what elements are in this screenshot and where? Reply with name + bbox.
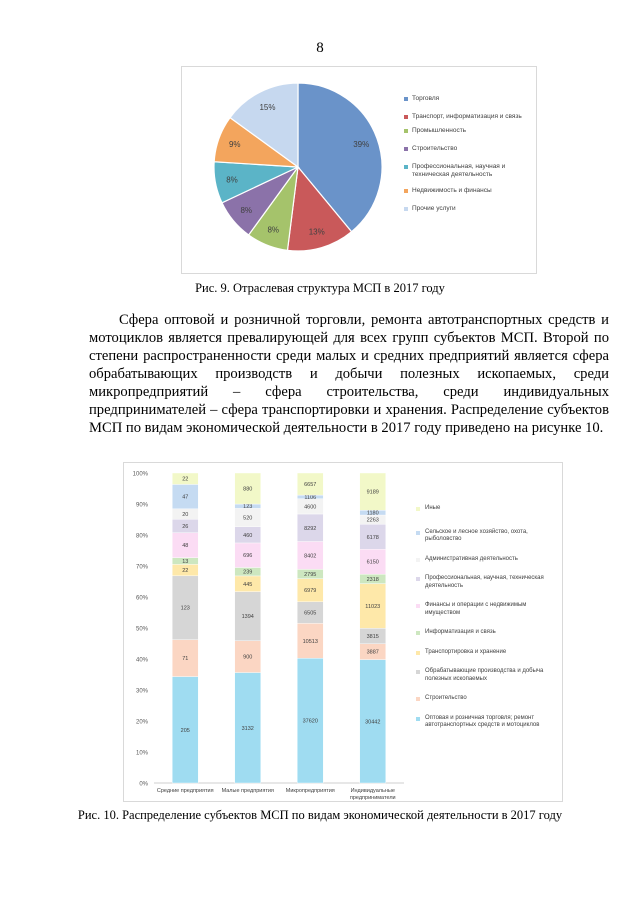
bar-segment-label: 6505 xyxy=(304,610,317,617)
pie-slice-label: 13% xyxy=(308,227,325,237)
bar-segment-label: 239 xyxy=(243,569,253,576)
pie-slice-label: 9% xyxy=(228,140,241,150)
pie-legend-label: Промышленность xyxy=(412,127,467,134)
x-tick-label: Микропредприятия xyxy=(285,788,335,794)
y-tick-label: 10% xyxy=(135,750,148,757)
bar-segment-label: 48 xyxy=(182,543,189,550)
bar-segment-label: 3132 xyxy=(241,725,254,732)
bar-segment-label: 520 xyxy=(243,515,253,522)
legend-swatch xyxy=(416,577,420,581)
bar-legend-item xyxy=(416,505,556,513)
bar-segment-label: 445 xyxy=(243,581,253,588)
bar-segment-label: 47 xyxy=(182,494,189,501)
bar-segment-label: 205 xyxy=(180,727,190,734)
bar-segment-label: 2795 xyxy=(304,572,317,579)
legend-swatch xyxy=(416,631,420,635)
bar-segment-label: 460 xyxy=(243,532,253,539)
bar-legend xyxy=(416,505,556,730)
bar-legend-item xyxy=(416,715,556,730)
pie-legend-item xyxy=(404,205,534,213)
bar-segment-label: 11023 xyxy=(365,603,381,610)
x-tick-label: Индивидуальные xyxy=(350,788,395,794)
x-tick-label: Малые предприятия xyxy=(221,788,274,794)
bar-legend-label: Обрабатывающие производства и добыча полезных ископаемых xyxy=(425,668,544,682)
bar-segment-label: 22 xyxy=(182,568,189,575)
pie-slice-label: 8% xyxy=(267,225,280,235)
legend-swatch xyxy=(416,558,420,562)
bar-segment-label: 30442 xyxy=(365,719,381,726)
legend-swatch xyxy=(416,717,420,721)
legend-swatch xyxy=(416,507,420,511)
bar-segment-label: 8292 xyxy=(304,525,317,532)
pie-legend-label: Строительство xyxy=(412,145,458,152)
pie-slice-label: 39% xyxy=(353,140,370,150)
bar-segment-label: 22 xyxy=(182,476,189,483)
y-tick-label: 100% xyxy=(132,471,148,478)
body-paragraph: Сфера оптовой и розничной торговли, ремонта автотранспортных средств и мотоциклов является превалирующей для всех групп субъектов МСП. Второй по степени распространенности среди малых и средних предприятий является сфера обрабатывающих производств и добычи полезных ископаемых, среди микропредприятий – сфера строительства, среди индивидуальных предпринимателей – сфера транспортировки и хранения. Распределение субъектов МСП по видам экономической деятельности в 2017 году приведено на рисунке 10. xyxy=(89,312,609,436)
bar-legend-label: Сельское и лесное хозяйство, охота, рыболовство xyxy=(425,528,528,542)
bar-segment-label: 6150 xyxy=(366,559,379,566)
pie-slice-label: 8% xyxy=(226,175,238,185)
y-tick-label: 80% xyxy=(135,533,148,540)
bar-legend-item xyxy=(416,529,556,544)
legend-swatch xyxy=(416,670,420,674)
legend-swatch xyxy=(404,207,408,211)
legend-swatch xyxy=(404,189,408,193)
bar-segment-label: 2263 xyxy=(366,517,379,524)
bar-segment-label: 4600 xyxy=(304,504,317,511)
y-tick-label: 50% xyxy=(135,626,148,633)
x-tick-label: предприниматели xyxy=(349,795,396,801)
bar-segment-label: 696 xyxy=(243,553,253,560)
pie-slice-label: 15% xyxy=(259,103,276,113)
bar-legend-label: Информатизация и связь xyxy=(425,629,496,635)
figure-9-caption: Рис. 9. Отраслевая структура МСП в 2017 году xyxy=(195,281,445,295)
bar-segment-label: 3887 xyxy=(366,649,379,656)
bar-segment-label: 880 xyxy=(243,486,253,493)
bar-segment-label: 900 xyxy=(243,654,253,661)
y-tick-label: 30% xyxy=(135,688,148,695)
pie-legend-item xyxy=(404,145,534,153)
legend-swatch xyxy=(404,147,408,151)
legend-swatch xyxy=(416,531,420,535)
bar-segment-label: 9189 xyxy=(366,489,379,496)
bar-segment-label: 6979 xyxy=(304,588,317,595)
bar-legend-label: Оптовая и розничная торговля; ремонт автотранспортных средств и мотоциклов xyxy=(425,714,540,728)
pie-legend-label: Прочие услуги xyxy=(412,205,456,212)
y-tick-label: 0% xyxy=(139,781,148,788)
legend-swatch xyxy=(404,129,408,133)
pie-legend-label: Транспорт, информатизация и связь xyxy=(412,113,522,120)
bar-legend-label: Административная деятельность xyxy=(425,555,518,562)
pie-chart-frame xyxy=(181,66,537,274)
bar-segment-label: 13 xyxy=(182,559,189,566)
bar-segment-label: 1180 xyxy=(366,510,379,517)
legend-swatch xyxy=(404,165,408,169)
bar-legend-label: Профессиональная, научная, техническая деятельность xyxy=(425,575,544,589)
legend-swatch xyxy=(404,115,408,119)
bar-legend-label: Иные xyxy=(425,505,441,511)
bar-segment-label: 6657 xyxy=(304,482,317,489)
x-tick-label: Средние предприятия xyxy=(156,788,214,794)
bar-legend-label: Финансы и операции с недвижимым имуществом xyxy=(425,602,527,616)
bar-chart-frame xyxy=(123,462,563,802)
y-tick-label: 90% xyxy=(135,502,148,509)
bar-legend-item xyxy=(416,629,556,637)
legend-swatch xyxy=(416,604,420,608)
bar-segment-label: 6178 xyxy=(366,534,379,541)
bar-segment-label: 71 xyxy=(182,656,189,663)
legend-swatch xyxy=(416,697,420,701)
bar-legend-item xyxy=(416,556,556,564)
bar-segment-label: 37620 xyxy=(302,718,318,725)
pie-slice-label: 8% xyxy=(240,205,253,215)
bar-segment-label: 3815 xyxy=(366,634,379,641)
pie-legend-label: Профессиональная, научная и техническая деятельность xyxy=(412,163,506,178)
page-number: 8 xyxy=(316,40,324,56)
bar-segment-label: 1106 xyxy=(304,494,317,501)
bar-segment-label: 8402 xyxy=(304,553,317,560)
bar-legend-item xyxy=(416,668,556,683)
bar-segment-label: 26 xyxy=(182,523,189,530)
bar-legend-item xyxy=(416,575,556,590)
figure-10-caption: Рис. 10. Распределение субъектов МСП по видам экономической деятельности в 2017 году xyxy=(77,808,563,822)
bar-segment-label: 1394 xyxy=(241,614,254,621)
pie-legend-item xyxy=(404,163,534,179)
bar-legend-item xyxy=(416,695,556,703)
bar-legend-label: Транспортировка и хранение xyxy=(425,648,507,655)
bar-segment-label: 123 xyxy=(243,504,253,511)
y-tick-label: 70% xyxy=(135,564,148,571)
y-tick-label: 60% xyxy=(135,595,148,602)
bar-segment-label: 123 xyxy=(180,605,190,612)
legend-swatch xyxy=(404,97,408,101)
bar-segment-label: 10513 xyxy=(302,638,318,645)
pie-legend-item xyxy=(404,95,534,103)
bar-segment-label: 20 xyxy=(182,512,189,519)
bar-legend-item xyxy=(416,649,556,657)
pie-legend-item xyxy=(404,127,534,135)
y-tick-label: 40% xyxy=(135,657,148,664)
bar-legend-label: Строительство xyxy=(425,695,467,701)
pie-legend-item xyxy=(404,113,534,121)
bar-legend-item xyxy=(416,602,556,617)
pie-legend-item xyxy=(404,187,534,195)
pie-legend xyxy=(404,95,534,213)
bar-segment-label: 2318 xyxy=(366,576,379,583)
legend-swatch xyxy=(416,651,420,655)
y-tick-label: 20% xyxy=(135,719,148,726)
pie-legend-label: Торговля xyxy=(412,95,440,102)
pie-legend-label: Недвижимость и финансы xyxy=(412,187,492,194)
